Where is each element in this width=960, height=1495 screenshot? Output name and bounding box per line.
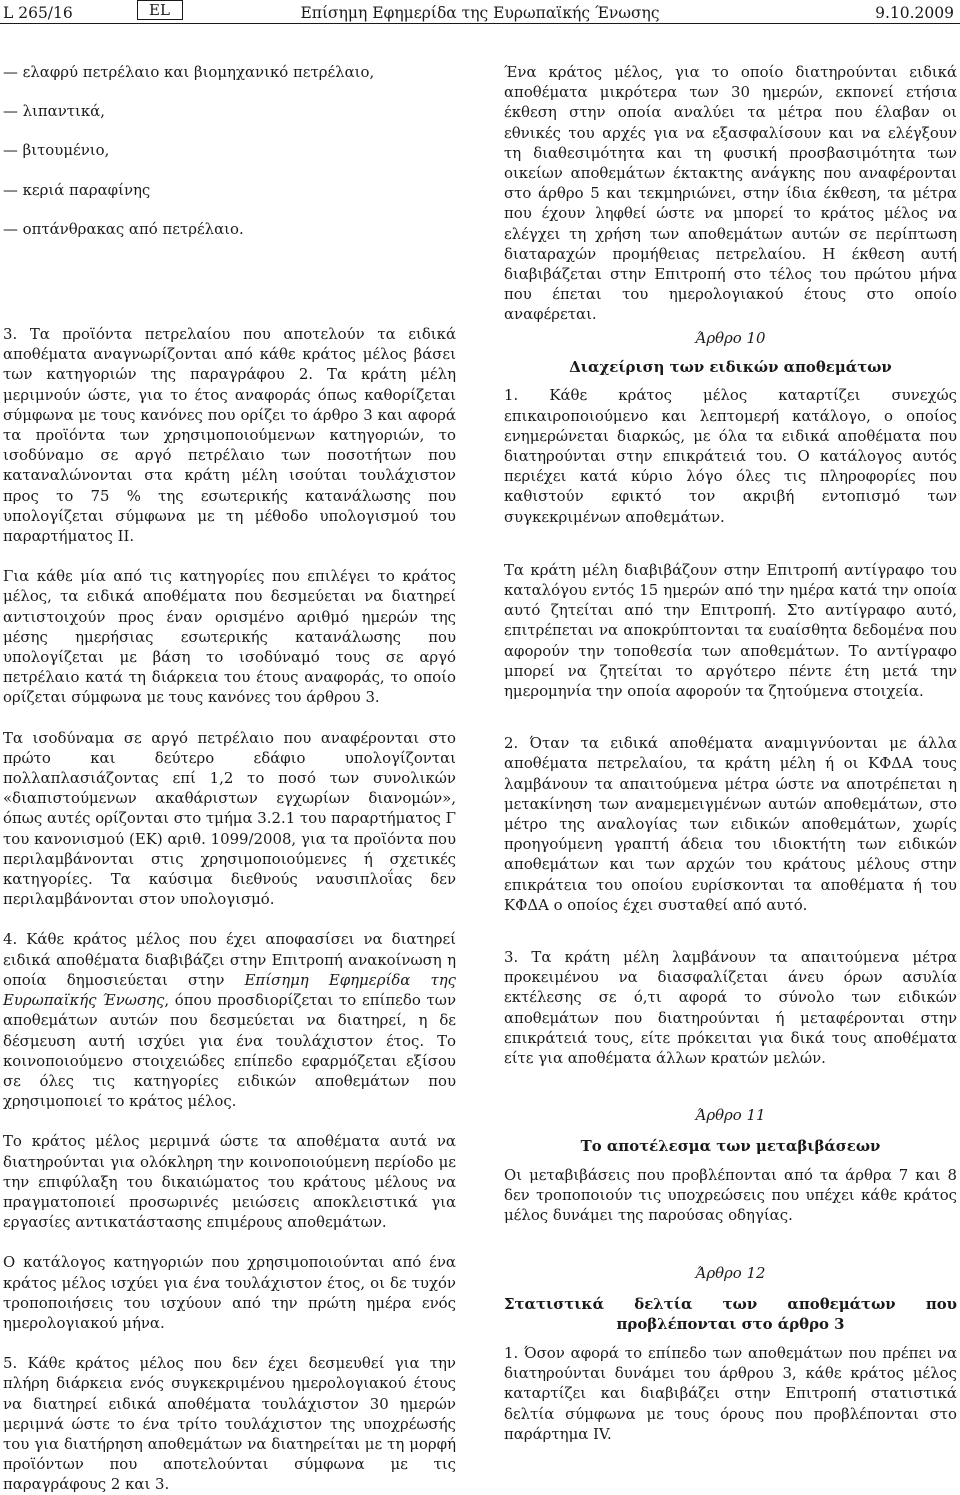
paragraph-5: 5. Κάθε κράτος μέλος που δεν έχει δεσμευθεί για την πλήρη διάρκεια ενός συγκεκριμένου ημερολογιακού έτους να διατηρεί ειδικά αποθέματα τουλάχιστον 30 ημερών μεριμνά ώστε το ένα τρίτο τουλάχιστον της υποχρέωσής του για διατήρηση αποθεμάτων να διατηρείται με τη μορφή προϊόντων που αποτελούνται σύμφωνα με τις παραγράφους 2 και 3. [3, 1354, 456, 1494]
list-item: — κεριά παραφίνης [3, 180, 151, 199]
list-item: — βιτουμένιο, [3, 141, 110, 160]
left-column [3, 62, 456, 239]
journal-title: Επίσημη Εφημερίδα της Ευρωπαϊκής Ένωσης [300, 4, 660, 22]
article-12-title: Στατιστικά δελτία των αποθεμάτων που προβλέπονται στο άρθρο 3 [504, 1294, 957, 1333]
right-column [504, 62, 957, 325]
page-reference: L 265/16 [3, 4, 73, 22]
right-column-body [504, 328, 957, 1444]
paragraph-equivalents: Τα ισοδύναμα σε αργό πετρέλαιο που αναφέρονται στο πρώτο και δεύτερο εδάφιο υπολογίζονται πολλαπλασιάζοντας επί 1,2 το ποσό των συνολικών «διαπιστούμενων ακαθάριστων εγχωρίων διανομών», όπως αυτές ορίζονται στο τμήμα 3.2.1 του παραρτήματος Γ του κανονισμού (ΕΚ) αριθ. 1099/2008, για τα προϊόντα που περιλαμβάνονται στις χρησιμοποιούμενες ή σχετικές κατηγορίες. Τα καύσιμα διεθνούς ναυσιπλοΐας δεν περιλαμβάνονται στον υπολογισμό. [3, 728, 456, 909]
article-10-number: Άρθρο 10 [695, 329, 766, 347]
paragraph-4 [3, 929, 456, 1111]
paragraph-4-end: , όπου προσδιορίζεται το επίπεδο των αποθεμάτων αυτών που δεσμεύεται να διατηρεί, η δε δέσμευση αυτή ισχύει για ένα τουλάχιστον έτος. Το κοινοποιούμενο στοιχειώδες επίπεδο εφαρμόζεται εξίσου σε όλες τις κατηγορίες ειδικών αποθεμάτων που χρησιμοποιεί το κράτος μέλος. [3, 991, 456, 1111]
list-item: — ελαφρύ πετρέλαιο και βιομηχανικό πετρέλαιο, [3, 63, 375, 81]
article-10-paragraph-2: 2. Όταν τα ειδικά αποθέματα αναμιγνύονται με άλλα αποθέματα πετρελαίου, τα κράτη μέλη ή οι ΚΦΔΑ τους λαμβάνουν τα απαιτούμενα μέτρα ώστε να αποτρέπεται η μετακίνηση των αναμεμειγμένων αυτών αποθεμάτων, στο μέτρο της αναλογίας των ειδικών αποθεμάτων, χωρίς προηγούμενη γραπτή άδεια του ιδιοκτήτη των ειδικών αποθεμάτων και των αρχών του κράτους μέλους στην επικράτεια του οποίου ευρίσκονται τα αποθέματα ή του ΚΦΔΑ ο οποίος έχει συσταθεί από αυτό. [504, 734, 957, 914]
page-header [0, 0, 960, 26]
paragraph-ensure: Το κράτος μέλος μεριμνά ώστε τα αποθέματα αυτά να διατηρούνται για ολόκληρη την κοινοποιούμενη περίοδο με την επιφύλαξη του δικαιώματος του κράτους μέλους να πραγματοποιεί προσωρινές μειώσεις αποκλειστικά για εργασίες αντικατάστασης επιμέρους αποθεμάτων. [3, 1132, 456, 1232]
article-10-title: Διαχείριση των ειδικών αποθεμάτων [569, 358, 892, 377]
journal-reference: Επίσημη Εφημερίδα της Ευρωπαϊκής Ένωσης [3, 970, 456, 1010]
article-11-title: Το αποτέλεσμα των μεταβιβάσεων [580, 1136, 881, 1155]
article-12-paragraph-1: 1. Όσον αφορά το επίπεδο των αποθεμάτων που πρέπει να διατηρούνται δυνάμει του άρθρου 3, κάθε κράτος μέλος καταρτίζει και διαβιβάζει στην Επιτροπή στατιστικά δελτία σύμφωνα με τους όρους που προβλέπονται στο παράρτημα IV. [504, 1343, 957, 1443]
paragraph-4-start: 4. Κάθε κράτος μέλος που έχει αποφασίσει να διατηρεί ειδικά αποθέματα διαβιβάζει στην Επιτροπή ανακοίνωση η οποία δημοσιεύεται στην [3, 930, 456, 989]
header-rule [0, 23, 960, 24]
list-item: — λιπαντικά, [3, 102, 105, 121]
list-item: — οπτάνθρακας από πετρέλαιο. [3, 219, 244, 238]
article-11-paragraph: Οι μεταβιβάσεις που προβλέπονται από τα άρθρα 7 και 8 δεν τροποποιούν τις υποχρεώσεις που υπέχει κάθε κράτος μέλος δυνάμει της παρούσας οδηγίας. [504, 1165, 957, 1225]
paragraph-intro: Ένα κράτος μέλος, για το οποίο διατηρούνται ειδικά αποθέματα μικρότερα των 30 ημερών, εκπονεί ετήσια έκθεση στην οποία αναλύει τα μέτρα που έλαβαν οι εθνικές του αρχές για να εξασφαλίσουν και να ελέγξουν τη διαθεσιμότητα και τη φυσική προσβασιμότητα των οικείων αποθεμάτων έκτακτης ανάγκης που αναφέρονται στο άρθρο 5 και τεκμηριώνει, στην ίδια έκθεση, τα μέτρα που έχουν ληφθεί ώστε να μπορεί το κράτος μέλος να ελέγχει τη χρήση των αποθεμάτων αυτών σε περίπτωση διαταραχών προμήθειας πετρελαίου. Η έκθεση αυτή διαβιβάζεται στην Επιτροπή στο τέλος του πρώτου μήνα που έπεται του ημερολογιακού έτους στο οποίο αναφέρεται. [504, 63, 957, 324]
left-column-body [3, 324, 456, 1495]
article-10-paragraph-1: 1. Κάθε κράτος μέλος καταρτίζει συνεχώς επικαιροποιούμενο και λεπτομερή κατάλογο, ο οποίος ενημερώνεται διαρκώς, με όλα τα ειδικά αποθέματα που διατηρούνται στην επικράτειά του. Ο κατάλογος αυτός περιέχει κατά κύριο λόγο όλες τις πληροφορίες που καθιστούν εφικτό τον ακριβή εντοπισμό των συγκεκριμένων αποθεμάτων. [504, 386, 957, 526]
language-box: EL [137, 0, 183, 20]
publication-date: 9.10.2009 [875, 4, 954, 22]
article-12-number: Άρθρο 12 [695, 1264, 766, 1283]
article-10-paragraph-1b: Τα κράτη μέλη διαβιβάζουν στην Επιτροπή αντίγραφο του καταλόγου εντός 15 ημερών από την ημέρα κατά την οποία αυτό ζητείται από την Επιτροπή. Στο αντίγραφο αυτό, επιτρέπεται να αποκρύπτονται τα ευαίσθητα δεδομένα που αφορούν την τοποθεσία των αποθεμάτων. Το αντίγραφο μπορεί να ζητείται το αργότερο πέντε έτη μετά την ημερομηνία την οποία αφορούν τα ζητούμενα στοιχεία. [504, 560, 957, 701]
paragraph-categories: Για κάθε μία από τις κατηγορίες που επιλέγει το κράτος μέλος, τα ειδικά αποθέματα που δεσμεύεται να διατηρεί αντιστοιχούν προς έναν ορισμένο αριθμό ημερών της μέσης ημερήσιας εσωτερικής κατανάλωσης που υπολογίζεται με βάση το ισοδύναμό τους σε αργό πετρέλαιο κατά τη διάρκεια του έτους αναφοράς, το οποίο ορίζεται σύμφωνα με τους κανόνες του άρθρου 3. [3, 567, 456, 707]
paragraph-list: Ο κατάλογος κατηγοριών που χρησιμοποιούνται από ένα κράτος μέλος ισχύει για ένα τουλάχιστον έτος, οι δε τυχόν τροποποιήσεις του ισχύουν από την πρώτη ημέρα ενός ημερολογιακού μήνα. [3, 1253, 456, 1332]
article-10-paragraph-3: 3. Τα κράτη μέλη λαμβάνουν τα απαιτούμενα μέτρα προκειμένου να διασφαλίζεται άνευ όρων ασυλία εκτέλεσης σε ό,τι αφορά το σύνολο των ειδικών αποθεμάτων που διατηρούνται ή μεταφέρονται στην επικράτειά τους, είτε πρόκειται για δικά τους αποθέματα είτε για αποθέματα άλλων κρατών μελών. [504, 948, 957, 1068]
article-11-number: Άρθρο 11 [695, 1106, 766, 1125]
paragraph-3: 3. Τα προϊόντα πετρελαίου που αποτελούν τα ειδικά αποθέματα αναγνωρίζονται από κάθε κράτος μέλος βάσει των κατηγοριών της παραγράφου 2. Τα κράτη μέλη μεριμνούν ώστε, για το έτος αναφοράς όπως καθορίζεται σύμφωνα με τους κανόνες που ορίζει το άρθρο 3 και αφορά τα προϊόντα των χρησιμοποιούμενων κατηγοριών, το ισοδύναμο σε αργό πετρέλαιο των ποσοτήτων που καταναλώνονται στα κράτη μέλη ισούται τουλάχιστον προς το 75 % της εσωτερικής κατανάλωσης που υπολογίζεται σύμφωνα με τη μέθοδο υπολογισμού του παραρτήματος II. [3, 325, 456, 546]
